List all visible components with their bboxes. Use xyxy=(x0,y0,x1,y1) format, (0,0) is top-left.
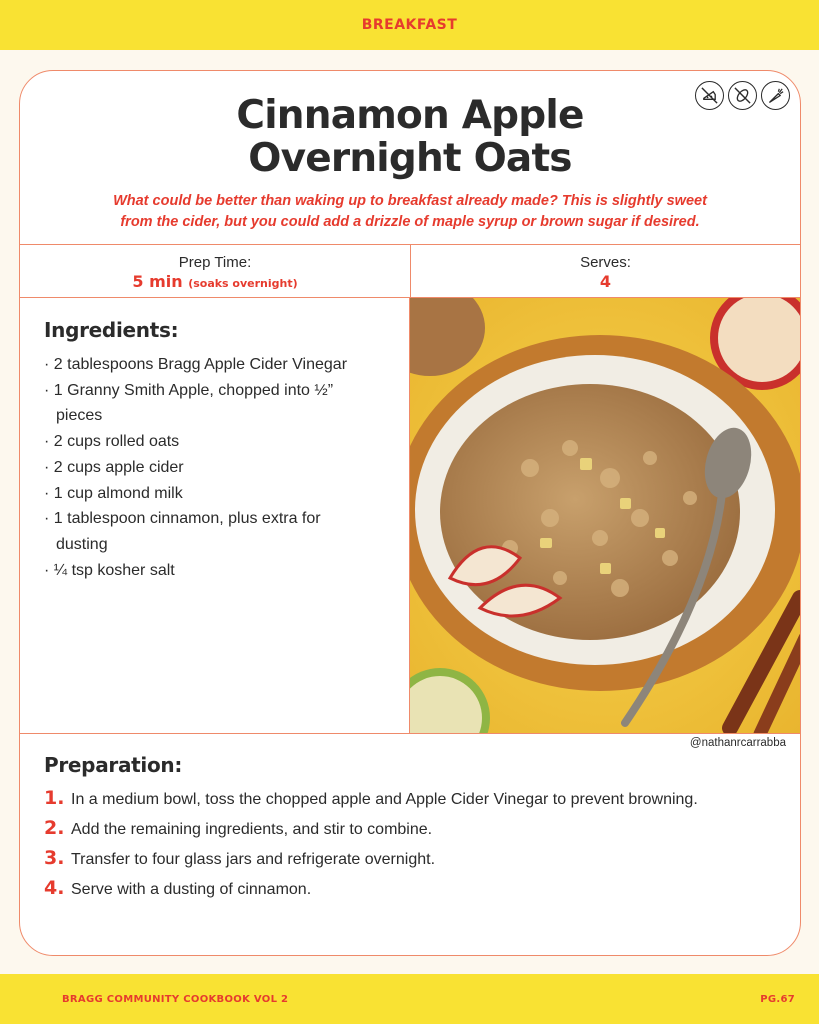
recipe-info-row xyxy=(20,244,800,298)
step-text: In a medium bowl, toss the chopped apple and Apple Cider Vinegar to prevent browning. xyxy=(71,791,698,808)
serves-cell xyxy=(410,245,800,297)
step-number: 4. xyxy=(44,877,65,899)
description-line-1: What could be better than waking up to breakfast already made? This is slightly sweet xyxy=(113,193,707,209)
ingredient-item: · ¼ tsp kosher salt xyxy=(44,561,175,579)
ingredients-list xyxy=(44,352,409,583)
section-divider xyxy=(20,733,800,734)
category-band xyxy=(0,0,819,50)
step-number: 3. xyxy=(44,847,65,869)
prep-time-cell xyxy=(20,245,410,297)
page-number: PG.67 xyxy=(760,994,795,1005)
photo-credit: @nathanrcarrabba xyxy=(689,737,786,749)
ingredient-item: · 1 Granny Smith Apple, chopped into ½” pieces xyxy=(44,381,334,425)
cookbook-title: BRAGG COMMUNITY COOKBOOK VOL 2 xyxy=(62,994,289,1005)
step-text: Transfer to four glass jars and refrigerate overnight. xyxy=(71,851,436,868)
preparation-heading: Preparation: xyxy=(44,753,183,777)
step-text: Serve with a dusting of cinnamon. xyxy=(71,881,312,898)
ingredient-item: · 2 tablespoons Bragg Apple Cider Vinegar xyxy=(44,356,348,373)
prep-time-amount: 5 min xyxy=(132,272,183,291)
ingredients-panel xyxy=(20,298,410,734)
prep-time-value xyxy=(20,272,410,294)
recipe-description xyxy=(60,191,760,233)
category-label: BREAKFAST xyxy=(361,17,458,33)
step-item xyxy=(44,847,698,877)
title-line-2: Overnight Oats xyxy=(248,136,572,181)
serves-label: Serves: xyxy=(580,254,631,271)
oats-photo xyxy=(410,298,800,734)
step-number: 2. xyxy=(44,817,65,839)
step-item xyxy=(44,787,698,817)
preparation-steps xyxy=(44,787,698,907)
step-number: 1. xyxy=(44,787,65,809)
step-text: Add the remaining ingredients, and stir to combine. xyxy=(71,821,433,838)
step-item xyxy=(44,817,698,847)
recipe-card xyxy=(19,70,801,956)
ingredient-item: · 2 cups rolled oats xyxy=(44,433,180,451)
step-item xyxy=(44,877,698,907)
footer-band xyxy=(0,974,819,1024)
serves-value: 4 xyxy=(599,272,612,291)
ingredient-item: · 1 cup almond milk xyxy=(44,484,183,502)
ingredients-heading: Ingredients: xyxy=(44,318,179,342)
prep-time-note: (soaks overnight) xyxy=(188,277,298,290)
recipe-title xyxy=(20,94,800,180)
prep-time-label: Prep Time: xyxy=(178,254,252,271)
ingredient-item: · 1 tablespoon cinnamon, plus extra for dusting xyxy=(44,510,321,553)
ingredient-item: · 2 cups apple cider xyxy=(44,458,184,476)
title-line-1: Cinnamon Apple xyxy=(236,93,584,138)
description-line-2: from the cider, but you could add a drizzle of maple syrup or brown sugar if desired. xyxy=(120,214,700,230)
